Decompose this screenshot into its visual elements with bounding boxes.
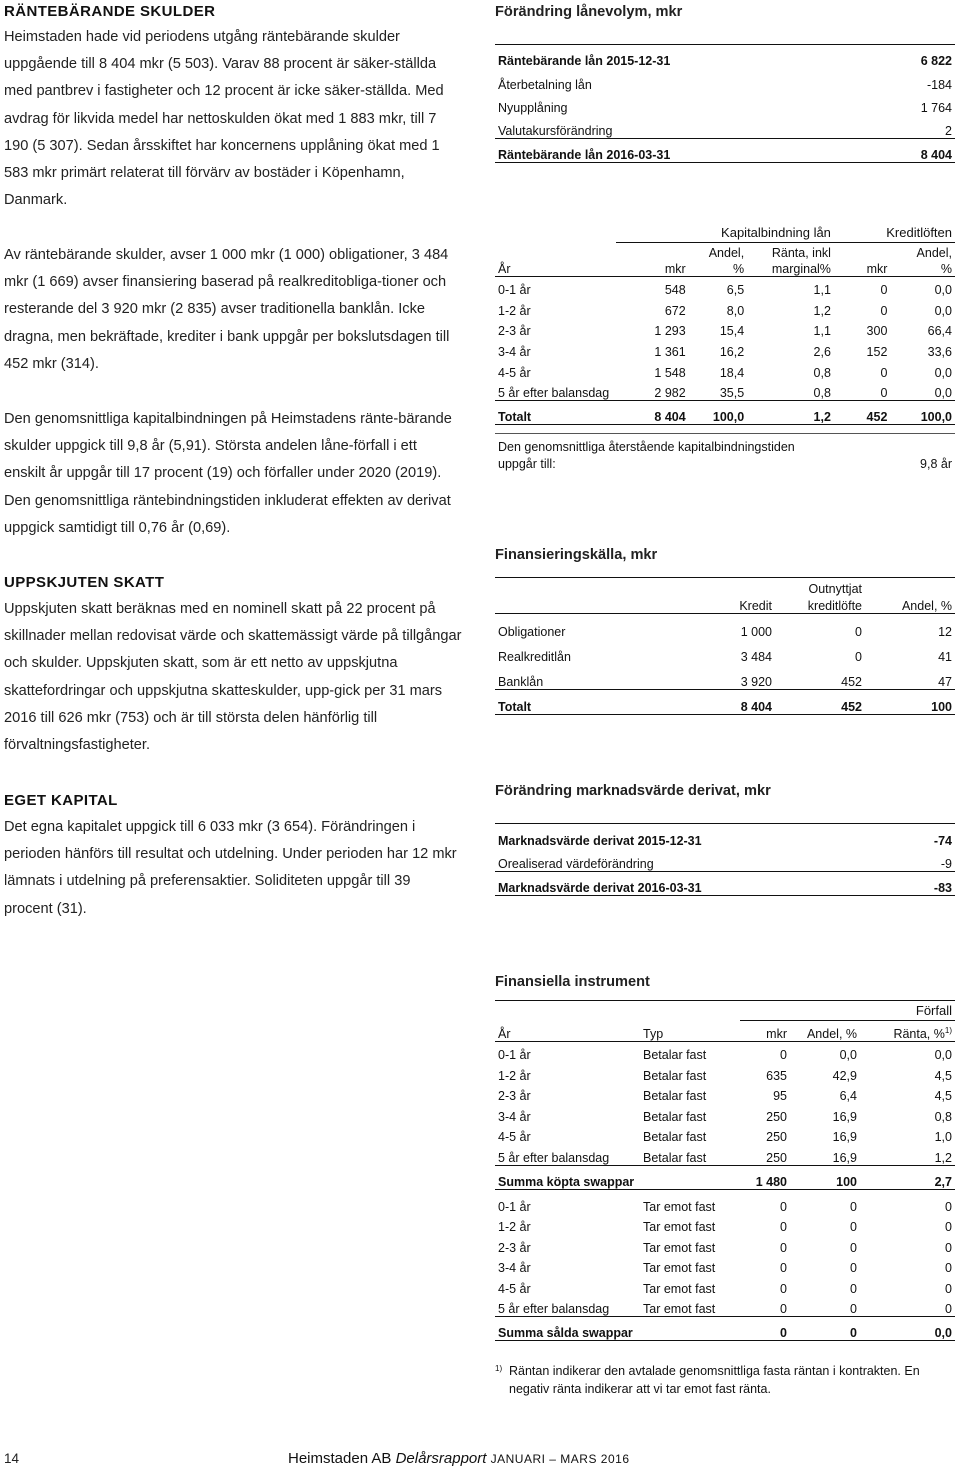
row-label: 0-1 år (498, 1048, 531, 1063)
row-cell: 672 (664, 303, 686, 318)
row-label: Räntebärande lån 2016-03-31 (498, 147, 671, 162)
group-header-maturity: Förfall (740, 1001, 955, 1021)
column-header: % (940, 261, 952, 276)
row-cell: 0 (880, 303, 888, 318)
table-row (495, 276, 955, 297)
footer-brand (288, 1450, 630, 1467)
row-label: 4-5 år (498, 365, 531, 380)
table-row (495, 1275, 955, 1296)
footer-report: Delårsrapport (395, 1450, 487, 1467)
table-row (495, 139, 955, 163)
column-header: År (498, 261, 511, 276)
derivative-value-table-block (495, 781, 955, 896)
column-header (640, 1021, 740, 1042)
row-cell: 0,8 (813, 386, 831, 401)
row-label: Återbetalning lån (498, 77, 592, 92)
column-header: Kredit (739, 599, 772, 613)
row-cell: 0 (850, 1220, 857, 1235)
row-cell: 0 (850, 1302, 857, 1317)
table-row (495, 1234, 955, 1255)
table-sum-row (495, 1165, 955, 1189)
capital-binding-note-value: 9,8 år (920, 457, 952, 472)
row-label: Orealiserad värdeförändring (498, 857, 654, 871)
row-label: 1-2 år (498, 1220, 531, 1235)
row-cell: 1,2 (934, 1150, 952, 1165)
table-row (495, 614, 955, 639)
row-cell: 3 920 (740, 674, 772, 689)
row-cell: 0 (880, 282, 888, 297)
financing-source-title: Finansieringskälla, mkr (495, 547, 658, 563)
column-header-top: Ränta, inkl (771, 246, 831, 260)
total-cell: 100,0 (712, 410, 745, 425)
row-label: 4-5 år (498, 1282, 531, 1297)
row-cell: 47 (938, 674, 952, 689)
total-cell: 452 (866, 410, 888, 425)
table-row (495, 1193, 955, 1214)
row-value: 6 822 (920, 54, 952, 68)
row-cell: 1,1 (813, 324, 831, 339)
row-cell: 0 (945, 1199, 952, 1214)
row-cell: 0 (780, 1220, 787, 1235)
row-cell: 16,9 (832, 1150, 857, 1165)
row-cell: 0 (850, 1199, 857, 1214)
table-row (495, 1296, 955, 1317)
row-cell: 250 (766, 1130, 787, 1145)
group-header-capital-binding: Kapitalbindning lån (616, 224, 834, 242)
row-value: 1 764 (920, 101, 952, 115)
column-header-top (495, 578, 675, 596)
row-cell: 42,9 (832, 1068, 857, 1083)
row-cell: 0 (780, 1261, 787, 1276)
table-row (495, 1144, 955, 1165)
paragraph-debt-2: Av räntebärande skulder, avser 1 000 mkr (1 000) obligationer, 3 484 mkr (1 669) avser finansiering baserad på realkreditobliga-tioner och resterande del 3 920 mkr (2 835) avser traditionella banklån. Icke dragna, men bekräftade, krediter i bank uppgår per bokslutsdagen till 452 mkr (314). (4, 247, 450, 372)
sum-label: Summa sålda swappar (498, 1326, 633, 1341)
row-cell: 0,0 (934, 1048, 952, 1063)
table-row (495, 380, 955, 401)
row-label: 4-5 år (498, 1130, 531, 1145)
row-cell: 4,5 (934, 1068, 952, 1083)
sum-label: Summa köpta swappar (498, 1174, 635, 1189)
row-cell: 18,4 (719, 365, 745, 380)
column-header-top (834, 242, 890, 260)
row-cell: 15,4 (719, 324, 745, 339)
row-label: Banklån (498, 674, 544, 689)
row-label: 3-4 år (498, 1261, 531, 1276)
footer-company: Heimstaden AB (288, 1450, 392, 1467)
total-cell: 8 404 (654, 410, 686, 425)
column-header-top (495, 242, 616, 260)
row-cell: Betalar fast (643, 1109, 707, 1124)
row-cell: Betalar fast (643, 1150, 707, 1165)
capital-binding-note-line2: uppgår till: (498, 457, 556, 472)
row-label: Räntebärande lån 2015-12-31 (498, 54, 671, 68)
column-header-top: Andel, (708, 246, 745, 260)
table-row (495, 1083, 955, 1104)
row-cell: 35,5 (719, 386, 745, 401)
row-cell: 250 (766, 1150, 787, 1165)
paragraph-equity: Det egna kapitalet uppgick till 6 033 mkr (3 654). Förändringen i perioden hänförs till resultat och utdelning. Under perioden har 12 mkr lämnats i utdelning på preferensaktier. Soliditeten uppgår till 39 procent (31). (4, 819, 457, 917)
row-label: Obligationer (498, 624, 566, 639)
row-cell: 1,0 (934, 1130, 952, 1145)
table-row (495, 359, 955, 380)
row-label: Nyupplåning (498, 101, 568, 115)
row-label: 2-3 år (498, 324, 531, 339)
column-header-top: Outnyttjat (808, 581, 862, 596)
row-cell: 1 000 (740, 624, 772, 639)
row-cell: 41 (938, 650, 952, 665)
row-cell: 0 (945, 1261, 952, 1276)
section-heading-equity: EGET KAPITAL (4, 792, 118, 809)
total-cell: 100,0 (920, 410, 952, 425)
row-cell: 16,9 (832, 1130, 857, 1145)
total-cell: 8 404 (740, 699, 772, 714)
capital-binding-note (495, 433, 955, 473)
table-total-row (495, 401, 955, 425)
row-cell: Tar emot fast (643, 1282, 716, 1297)
row-cell: 300 (866, 324, 888, 339)
column-header: mkr (866, 261, 888, 276)
financial-instruments-table (495, 1000, 955, 1341)
section-heading-deferred-tax: UPPSKJUTEN SKATT (4, 574, 165, 591)
footnote (495, 1362, 957, 1398)
row-cell: 250 (766, 1109, 787, 1124)
row-cell: 0 (780, 1282, 787, 1297)
row-cell: 0,8 (934, 1109, 952, 1124)
column-header-label: Andel, % (806, 1027, 857, 1041)
column-header-label: mkr (766, 1027, 787, 1041)
row-cell: Tar emot fast (643, 1220, 716, 1235)
row-cell: 152 (866, 345, 888, 360)
row-cell: 2,6 (813, 345, 831, 360)
row-label: 2-3 år (498, 1240, 531, 1255)
row-label: 5 år efter balansdag (498, 386, 610, 401)
footnote-reference: 1) (944, 1025, 952, 1035)
row-cell: 0 (880, 365, 888, 380)
row-label: 0-1 år (498, 282, 531, 297)
row-cell: 4,5 (934, 1089, 952, 1104)
row-cell: 0 (780, 1240, 787, 1255)
row-cell: 0 (945, 1220, 952, 1235)
total-cell: 100 (931, 699, 952, 714)
row-cell: 0 (855, 650, 862, 665)
row-cell: 2 982 (654, 386, 686, 401)
column-header-label: Ränta, % (893, 1027, 945, 1041)
row-cell: 3 484 (740, 650, 772, 665)
row-cell: Betalar fast (643, 1130, 707, 1145)
row-cell: 0 (850, 1282, 857, 1297)
paragraph-debt-1: Heimstaden hade vid periodens utgång räntebärande skulder uppgående till 8 404 mkr (5 503). Varav 88 procent är säker-ställda med pantbrev i fastigheter och 12 procent är icke säker-ställda. Med avdrag för likvida medel har nettoskulden ökat med 1 883 mkr, till 7 190 (5 307). Sedan årsskiftet har koncernens upplåning ökat med 1 583 mkr primärt relaterat till förvärv av bostäder i Köpenhamn, Danmark. (4, 29, 444, 209)
column-header-label: Typ (643, 1027, 664, 1041)
sum-cell: 0 (850, 1326, 857, 1341)
row-label: 1-2 år (498, 303, 531, 318)
row-cell: 548 (664, 282, 686, 297)
table-row (495, 639, 955, 664)
row-cell: 0 (850, 1261, 857, 1276)
row-label: 1-2 år (498, 1068, 531, 1083)
row-cell: 16,9 (832, 1109, 857, 1124)
table-row (495, 1214, 955, 1235)
row-cell: 16,2 (719, 345, 745, 360)
total-cell: 452 (841, 699, 862, 714)
table-row (495, 664, 955, 689)
row-cell: Tar emot fast (643, 1199, 716, 1214)
row-cell: 0,0 (934, 303, 952, 318)
row-label: Marknadsvärde derivat 2016-03-31 (498, 881, 702, 895)
column-header (495, 596, 675, 614)
row-cell: 6,5 (726, 282, 745, 297)
derivative-value-table (495, 823, 955, 896)
column-header-top (865, 578, 955, 596)
table-row (495, 872, 955, 896)
table-row (495, 1042, 955, 1063)
row-label: 3-4 år (498, 345, 531, 360)
row-cell: 0 (780, 1048, 787, 1063)
section-heading-interest-bearing-debt: RÄNTEBÄRANDE SKULDER (4, 3, 216, 20)
row-cell: 0 (945, 1240, 952, 1255)
footnote-mark: 1) (495, 1364, 503, 1373)
row-cell: 0 (780, 1199, 787, 1214)
row-label: 5 år efter balansdag (498, 1302, 610, 1317)
financing-source-table-block (495, 545, 955, 715)
sum-cell: 1 480 (755, 1174, 787, 1189)
footnote-text: Räntan indikerar den avtalade genomsnittliga fasta räntan i kontrakten. En negativ ränta indikerar att vi tar emot fast ränta. (509, 1364, 920, 1396)
financial-instruments-table-block (495, 972, 955, 1341)
table-row (495, 45, 955, 69)
row-cell: 6,4 (839, 1089, 857, 1104)
table-row (495, 318, 955, 339)
table-row (495, 115, 955, 139)
total-label: Totalt (498, 699, 532, 714)
row-label: 0-1 år (498, 1199, 531, 1214)
derivative-value-title: Förändring marknadsvärde derivat, mkr (495, 783, 771, 799)
row-cell: 1 548 (654, 365, 686, 380)
row-cell: 66,4 (927, 324, 952, 339)
loan-volume-table (495, 44, 955, 163)
paragraph-debt-3: Den genomsnittliga kapitalbindningen på Heimstadens ränte-bärande skulder uppgick till 9,8 år (5,91). Största andelen låne-förfall i ett enskilt år uppgår till 17 procent (19) och förfaller under 2020 (2019). Den genomsnittliga räntebindningstiden inkluderat effekten av derivat uppgick samtidigt till 0,76 år (0,69). (4, 411, 452, 536)
loan-volume-table-block (495, 2, 955, 163)
column-header: mkr (664, 261, 686, 276)
table-row (495, 1103, 955, 1124)
column-header (790, 1021, 860, 1042)
row-label: Realkreditlån (498, 650, 571, 665)
row-cell: 0,8 (813, 365, 831, 380)
column-header-top (616, 242, 689, 260)
column-header (740, 1021, 790, 1042)
row-cell: 0,0 (934, 282, 952, 297)
row-value: 2 (945, 124, 952, 138)
row-cell: 1,2 (813, 303, 831, 318)
table-row (495, 1062, 955, 1083)
row-label: 5 år efter balansdag (498, 1150, 610, 1165)
table-row (495, 68, 955, 92)
row-cell: 0,0 (839, 1048, 857, 1063)
column-header-top (675, 578, 775, 596)
column-header-label: År (498, 1027, 511, 1041)
row-value: -83 (933, 881, 952, 895)
row-cell: 635 (766, 1068, 787, 1083)
row-cell: Betalar fast (643, 1068, 707, 1083)
column-header: % (733, 261, 745, 276)
row-cell: Betalar fast (643, 1048, 707, 1063)
table-row (495, 824, 955, 848)
capital-binding-table-block (495, 224, 955, 473)
row-cell: 95 (773, 1089, 787, 1104)
row-value: 8 404 (920, 147, 952, 162)
column-header: marginal% (771, 261, 831, 276)
row-cell: 0,0 (934, 386, 952, 401)
row-cell: 8,0 (726, 303, 745, 318)
footer-period: JANUARI – MARS 2016 (490, 1452, 630, 1466)
table-row (495, 848, 955, 872)
row-label: 3-4 år (498, 1109, 531, 1124)
capital-binding-note-line1: Den genomsnittliga återstående kapitalbindningstiden (498, 440, 795, 455)
row-cell: 1,1 (813, 282, 831, 297)
row-cell: 0,0 (934, 365, 952, 380)
total-label: Totalt (498, 410, 532, 425)
column-header (495, 1021, 640, 1042)
table-row (495, 338, 955, 359)
row-cell: 1 293 (654, 324, 686, 339)
row-cell: 0 (850, 1240, 857, 1255)
table-sum-row (495, 1317, 955, 1341)
page-number: 14 (4, 1451, 20, 1466)
row-cell: 452 (841, 674, 862, 689)
loan-volume-title: Förändring lånevolym, mkr (495, 4, 683, 20)
sum-cell: 100 (836, 1174, 857, 1189)
financial-instruments-title: Finansiella instrument (495, 974, 650, 990)
row-cell: 0 (880, 386, 888, 401)
table-row (495, 1255, 955, 1276)
row-cell: 33,6 (927, 345, 952, 360)
column-header: Andel, % (901, 599, 952, 613)
row-cell: 0 (945, 1302, 952, 1317)
group-header-credit-commitments: Kreditlöften (834, 224, 955, 242)
row-label: Marknadsvärde derivat 2015-12-31 (498, 833, 702, 848)
row-cell: 0 (780, 1302, 787, 1317)
row-value: -74 (933, 833, 952, 848)
table-row (495, 297, 955, 318)
row-cell: 1 361 (654, 345, 686, 360)
capital-binding-table (495, 224, 955, 425)
column-header: kreditlöfte (807, 599, 862, 613)
row-cell: Betalar fast (643, 1089, 707, 1104)
sum-cell: 0 (780, 1326, 787, 1341)
table-total-row (495, 689, 955, 714)
sum-cell: 2,7 (934, 1174, 952, 1189)
row-label: Valutakursförändring (498, 124, 613, 138)
row-cell: 0 (945, 1282, 952, 1297)
row-cell: Tar emot fast (643, 1240, 716, 1255)
table-row (495, 92, 955, 116)
table-row (495, 1124, 955, 1145)
column-header-top: Andel, (916, 246, 952, 260)
financing-source-table (495, 577, 955, 715)
column-header (860, 1021, 955, 1042)
row-label: 2-3 år (498, 1089, 531, 1104)
row-cell: Tar emot fast (643, 1302, 716, 1317)
row-cell: 12 (938, 624, 952, 639)
row-value: -9 (940, 857, 952, 871)
total-cell: 1,2 (813, 410, 831, 425)
row-cell: 0 (855, 624, 862, 639)
paragraph-deferred-tax: Uppskjuten skatt beräknas med en nominell skatt på 22 procent på skillnader mellan redovisat värde och skattemässigt värde på tillgångar och skulder. Uppskjuten skatt, som är ett netto av uppskjutna skattefordringar och uppskjutna skatteskulder, upp-gick per 31 mars 2016 till 626 mkr (753) och är till största delen hänförlig till förvaltningsfastigheter. (4, 601, 462, 754)
sum-cell: 0,0 (934, 1326, 952, 1341)
row-value: -184 (926, 77, 952, 92)
row-cell: Tar emot fast (643, 1261, 716, 1276)
